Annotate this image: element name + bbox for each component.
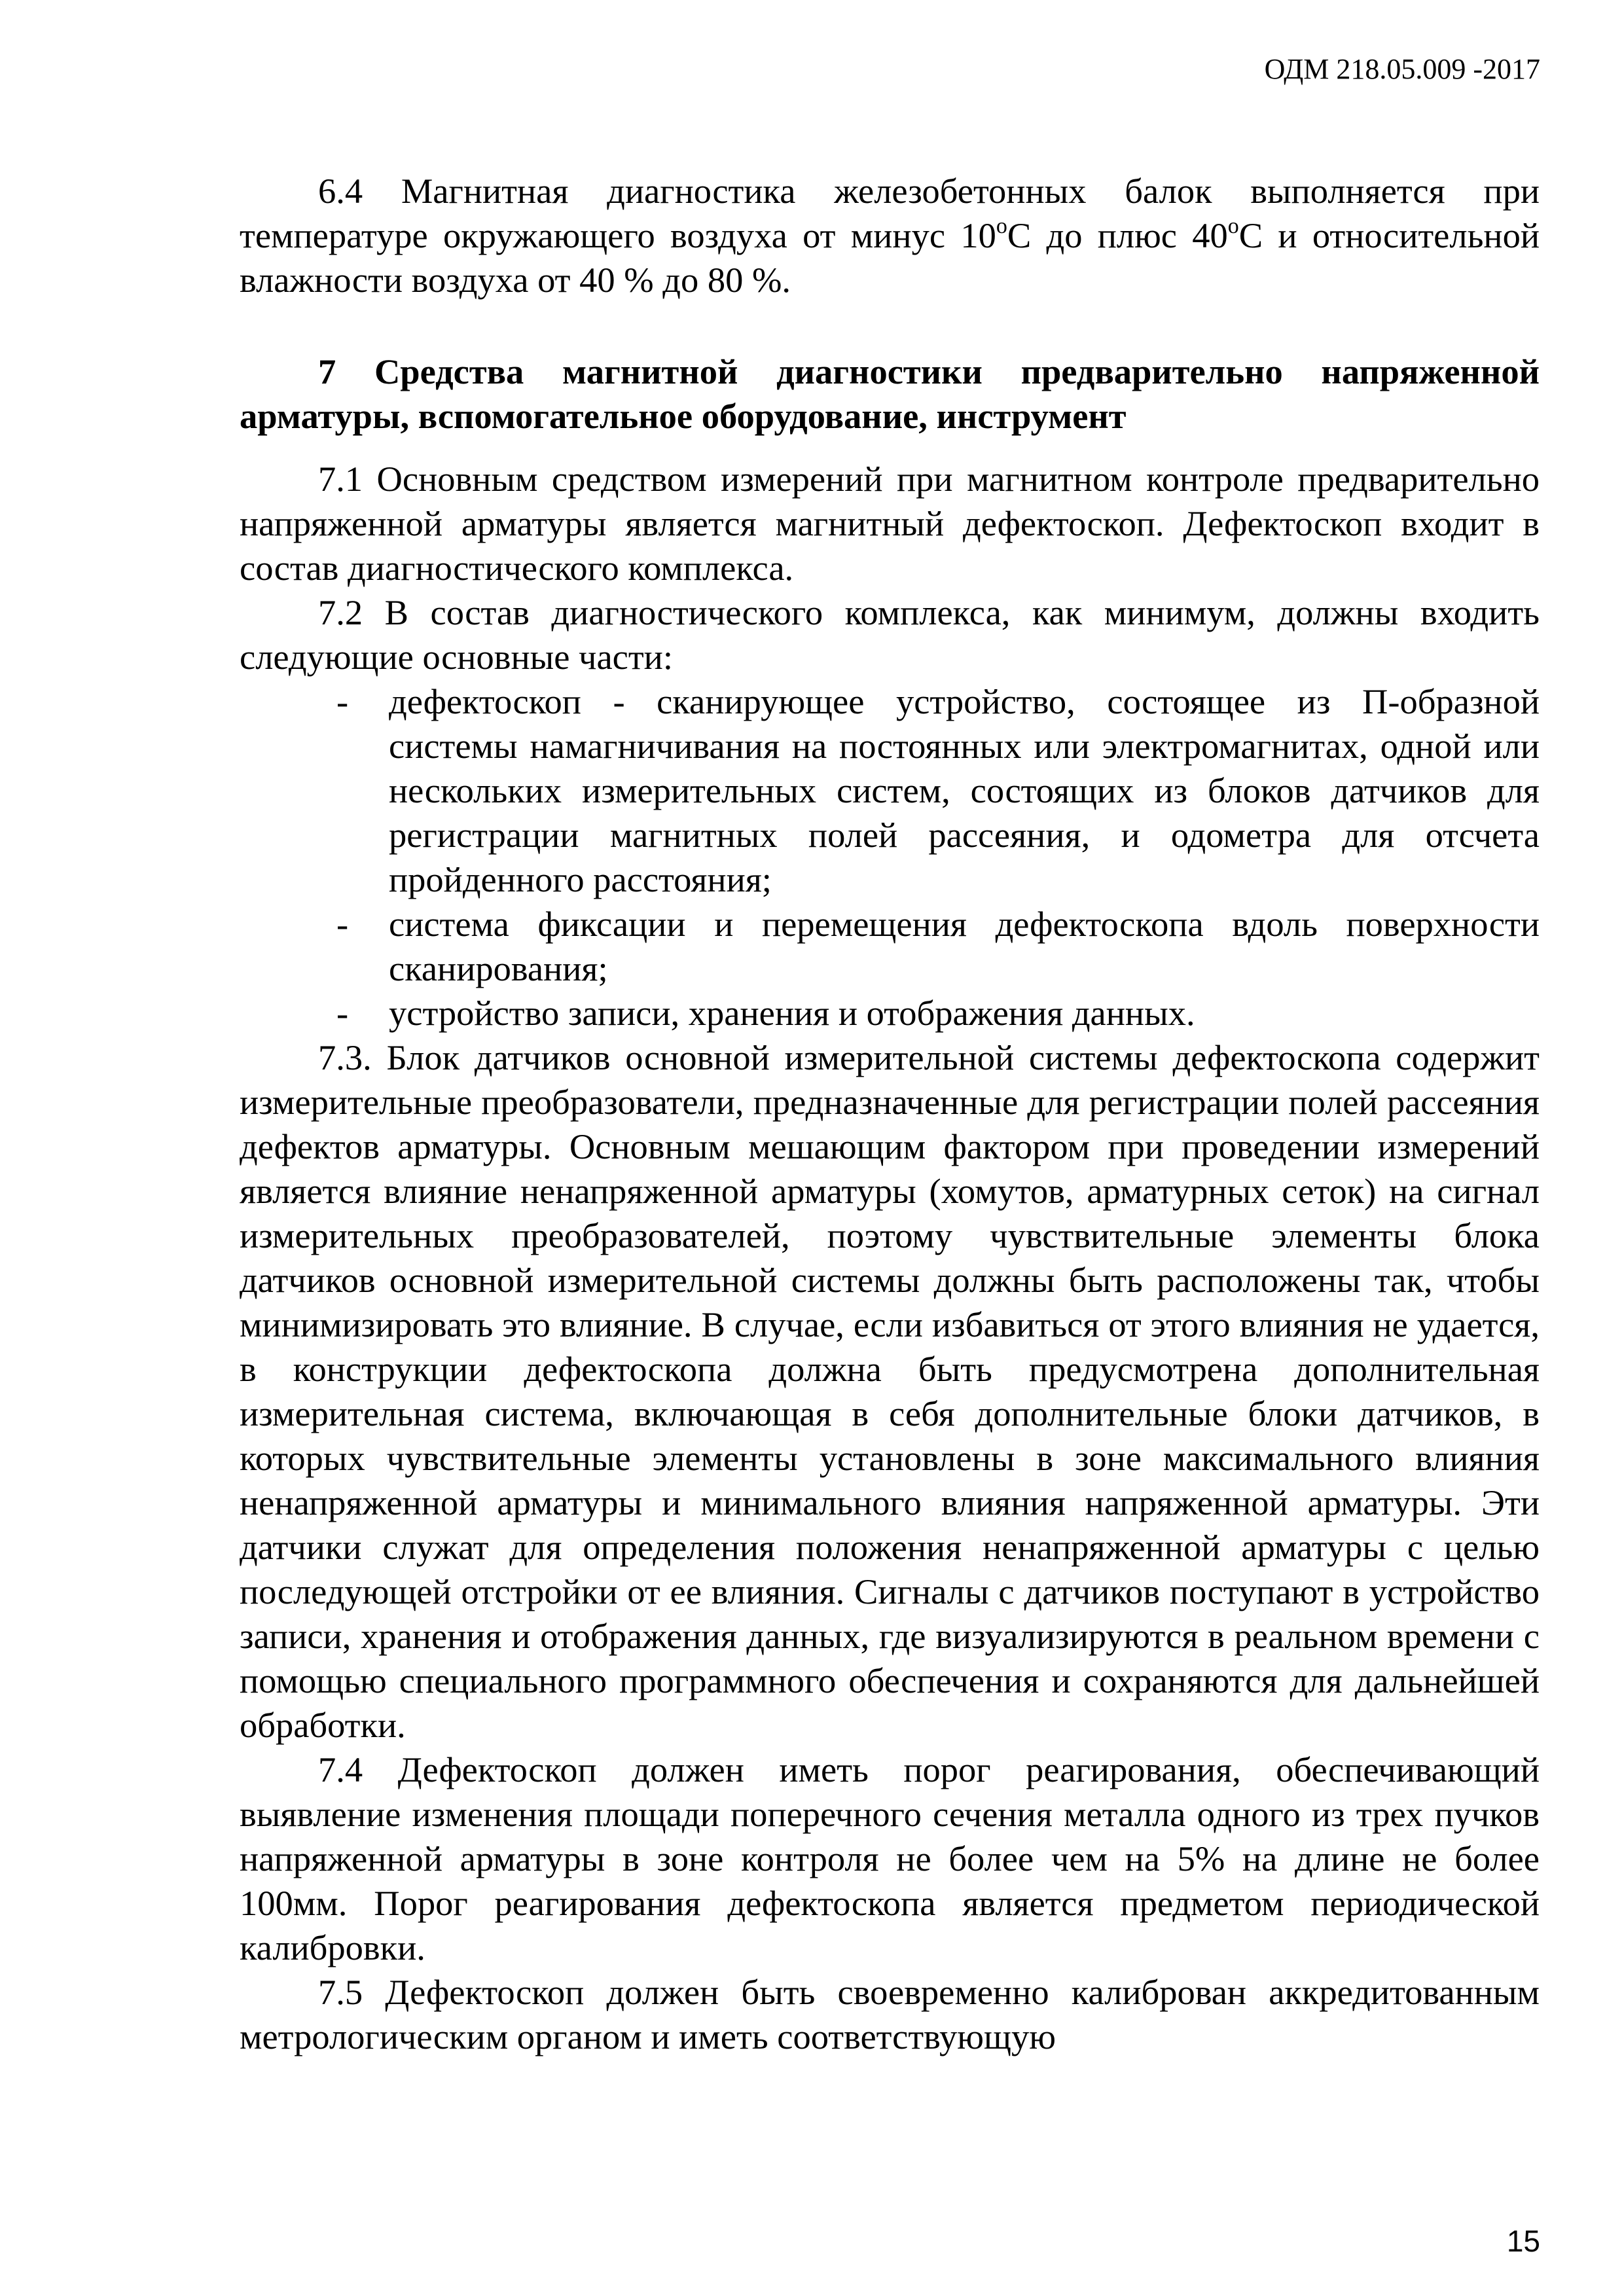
list-item bbox=[240, 902, 1540, 991]
section-7-heading: 7 Средства магнитной диагностики предварительно напряженной арматуры, вспомогательное оборудование, инструмент bbox=[240, 351, 1540, 436]
dash-marker: - bbox=[336, 681, 349, 721]
spacer bbox=[240, 302, 1540, 350]
paragraph-7-3: 7.3. Блок датчиков основной измерительной системы дефектоскопа содержит измерительные преобразователи, предназначенные для регистрации полей рассеяния дефектов арматуры. Основным мешающим фактором при проведении измерений является влияние ненапряженной арматуры (хомутов, арматурных сеток) на сигнал измерительных преобразователей, поэтому чувствительные элементы блока датчиков основной измерительной системы должны быть расположены так, чтобы минимизировать это влияние. В случае, если избавиться от этого влияния не удается, в конструкции дефектоскопа должна быть предусмотрена дополнительная измерительная система, включающая в себя дополнительные блоки датчиков, в которых чувствительные элементы установлены в зоне максимального влияния ненапряженной арматуры и минимального влияния напряженной арматуры. Эти датчики служат для определения положения ненапряженной арматуры с целью последующей отстройки от ее влияния. Сигналы с датчиков поступают в устройство записи, хранения и отображения данных, где визуализируются в реальном времени с помощью специального программного обеспечения и сохраняются для дальнейшей обработки. bbox=[240, 1037, 1540, 1745]
paragraph-7-1: 7.1 Основным средством измерений при магнитном контроле предварительно напряженной арматуры является магнитный дефектоскоп. Дефектоскоп входит в состав диагностического комплекса. bbox=[240, 459, 1540, 588]
dash-marker: - bbox=[336, 904, 349, 944]
page-body bbox=[240, 169, 1540, 2059]
components-list bbox=[240, 679, 1540, 1035]
list-item bbox=[240, 679, 1540, 902]
list-item-text: система фиксации и перемещения дефектоскопа вдоль поверхности сканирования; bbox=[389, 904, 1540, 988]
paragraph-6-4 bbox=[240, 169, 1540, 302]
degree-sign-2: о bbox=[1227, 214, 1239, 238]
page-number: 15 bbox=[1506, 2224, 1540, 2258]
list-item bbox=[240, 991, 1540, 1035]
paragraph-7-2: 7.2 В состав диагностического комплекса, как минимум, должны входить следующие основные части: bbox=[240, 592, 1540, 677]
paragraph-7-4: 7.4 Дефектоскоп должен иметь порог реагирования, обеспечивающий выявление изменения площади поперечного сечения металла одного из трех пучков напряженной арматуры в зоне контроля не более чем на 5% на длине не более 100мм. Порог реагирования дефектоскопа является предметом периодической калибровки. bbox=[240, 1749, 1540, 1967]
list-item-text: устройство записи, хранения и отображения данных. bbox=[389, 993, 1195, 1033]
list-item-text: дефектоскоп - сканирующее устройство, состоящее из П-образной системы намагничивания на постоянных или электромагнитах, одной или нескольких измерительных систем, состоящих из блоков датчиков для регистрации магнитных полей рассеяния, и одометра для отсчета пройденного расстояния; bbox=[389, 681, 1540, 899]
degree-sign-1: о bbox=[996, 214, 1007, 238]
document-code: ОДМ 218.05.009 -2017 bbox=[1264, 53, 1540, 85]
p64-text-middle: С до плюс 40 bbox=[1007, 215, 1228, 255]
paragraph-7-5: 7.5 Дефектоскоп должен быть своевременно калиброван аккредитованным метрологическим органом и иметь соответствующую bbox=[240, 1972, 1540, 2056]
p64-text-start: 6.4 Магнитная диагностика железобетонных балок выполняется при температуре окружающего воздуха от минус 10 bbox=[240, 171, 1540, 255]
p64-text-end: С и относительной влажности воздуха от 40 % до 80 %. bbox=[240, 215, 1540, 300]
dash-marker: - bbox=[336, 993, 349, 1033]
spacer bbox=[240, 439, 1540, 457]
